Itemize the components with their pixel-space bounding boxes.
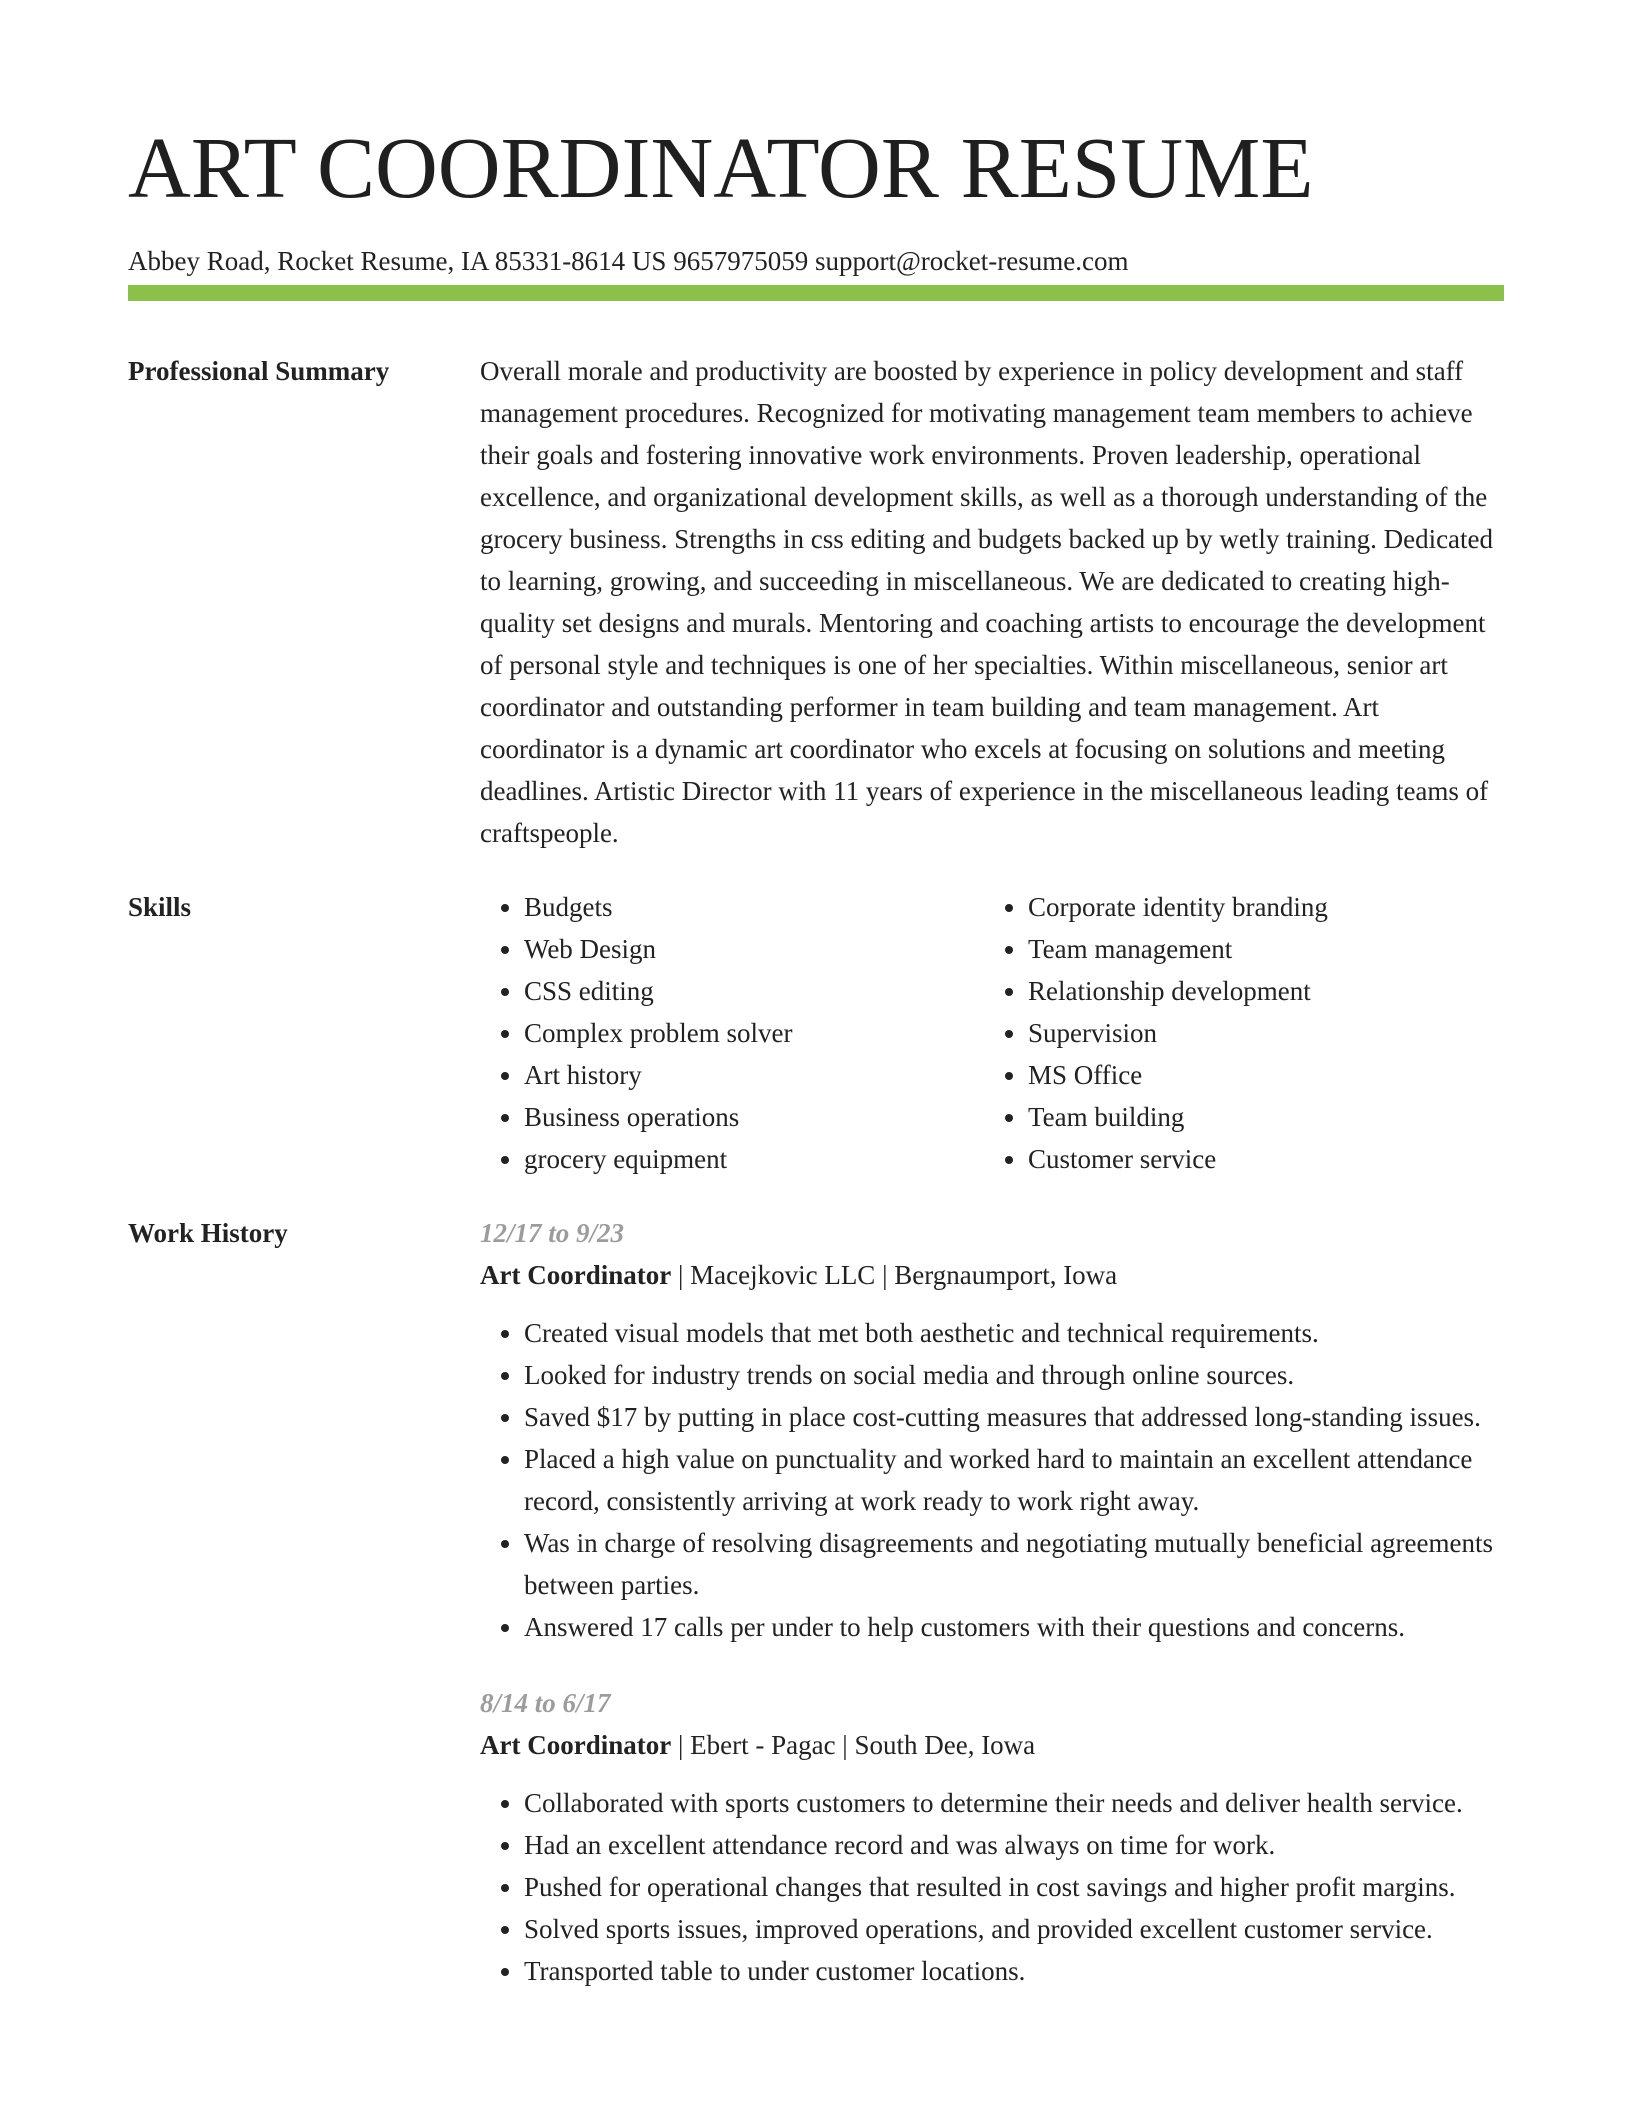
skills-body: [480, 886, 1504, 1180]
job-entry: [480, 1682, 1504, 1992]
job-company-location: | Ebert - Pagac | South Dee, Iowa: [671, 1730, 1036, 1760]
job-bullet: • Saved $17 by putting in place cost-cutting measures that addressed long-standing issues.: [524, 1396, 1504, 1438]
skill-item: • Supervision: [1028, 1012, 1488, 1054]
skill-item: • Complex problem solver: [524, 1012, 984, 1054]
skill-item: • Customer service: [1028, 1138, 1488, 1180]
skill-item: • CSS editing: [524, 970, 984, 1012]
job-dates: 12/17 to 9/23: [480, 1218, 625, 1248]
job-bullet: • Had an excellent attendance record and was always on time for work.: [524, 1824, 1504, 1866]
skill-item: • Budgets: [524, 886, 984, 928]
job-bullet-list: [480, 1312, 1504, 1648]
job-dates: 8/14 to 6/17: [480, 1688, 611, 1718]
skill-item: • grocery equipment: [524, 1138, 984, 1180]
skill-item: • Corporate identity branding: [1028, 886, 1488, 928]
summary-label: Professional Summary: [128, 356, 390, 386]
skills-list-right: [984, 886, 1488, 1180]
job-title: Art Coordinator: [480, 1260, 672, 1290]
skill-item: • Team management: [1028, 928, 1488, 970]
work-history-label: Work History: [128, 1218, 288, 1248]
job-bullet: • Collaborated with sports customers to determine their needs and deliver health service.: [524, 1782, 1504, 1824]
job-heading: [480, 1254, 1504, 1296]
skill-item: • Web Design: [524, 928, 984, 970]
job-bullet: • Was in charge of resolving disagreements and negotiating mutually beneficial agreements between parties.: [524, 1522, 1504, 1606]
skills-list-left: [480, 886, 984, 1180]
skills-label: Skills: [128, 892, 192, 922]
skill-item: • Relationship development: [1028, 970, 1488, 1012]
resume-title: ART COORDINATOR RESUME: [128, 119, 1314, 216]
skills-columns: [480, 886, 1504, 1180]
job-bullet: • Transported table to under customer locations.: [524, 1950, 1504, 1992]
job-bullet: • Solved sports issues, improved operations, and provided excellent customer service.: [524, 1908, 1504, 1950]
job-bullet: • Answered 17 calls per under to help customers with their questions and concerns.: [524, 1606, 1504, 1648]
job-bullet: • Created visual models that met both aesthetic and technical requirements.: [524, 1312, 1504, 1354]
job-bullet: • Placed a high value on punctuality and worked hard to maintain an excellent attendance record, consistently arriving at work ready to work right away.: [524, 1438, 1504, 1522]
skill-item: • Team building: [1028, 1096, 1488, 1138]
accent-divider: [128, 285, 1504, 301]
skill-item: • Art history: [524, 1054, 984, 1096]
summary-text: Overall morale and productivity are boosted by experience in policy development and staff management procedures. Recognized for motivating management team members to achieve their goals and fostering innovative work environments. Proven leadership, operational excellence, and organizational development skills, as well as a thorough understanding of the grocery business. Strengths in css editing and budgets backed up by wetly training. Dedicated to learning, growing, and succeeding in miscellaneous. We are dedicated to creating high-quality set designs and murals. Mentoring and coaching artists to encourage the development of personal style and techniques is one of her specialties. Within miscellaneous, senior art coordinator and outstanding performer in team building and team management. Art coordinator is a dynamic art coordinator who excels at focusing on solutions and meeting deadlines. Artistic Director with 11 years of experience in the miscellaneous leading teams of craftspeople.: [480, 356, 1494, 848]
job-heading: [480, 1724, 1504, 1766]
summary-body: [480, 350, 1504, 854]
contact-line: Abbey Road, Rocket Resume, IA 85331-8614 US 9657975059 support@rocket-resume.com: [128, 246, 1129, 276]
job-bullet: • Looked for industry trends on social media and through online sources.: [524, 1354, 1504, 1396]
job-title: Art Coordinator: [480, 1730, 672, 1760]
job-bullet: • Pushed for operational changes that resulted in cost savings and higher profit margins.: [524, 1866, 1504, 1908]
work-history-body: [480, 1212, 1504, 1992]
job-bullet-list: [480, 1782, 1504, 1992]
skill-item: • Business operations: [524, 1096, 984, 1138]
job-entry: [480, 1212, 1504, 1648]
job-company-location: | Macejkovic LLC | Bergnaumport, Iowa: [671, 1260, 1118, 1290]
resume-header: [128, 118, 1504, 278]
skill-item: • MS Office: [1028, 1054, 1488, 1096]
